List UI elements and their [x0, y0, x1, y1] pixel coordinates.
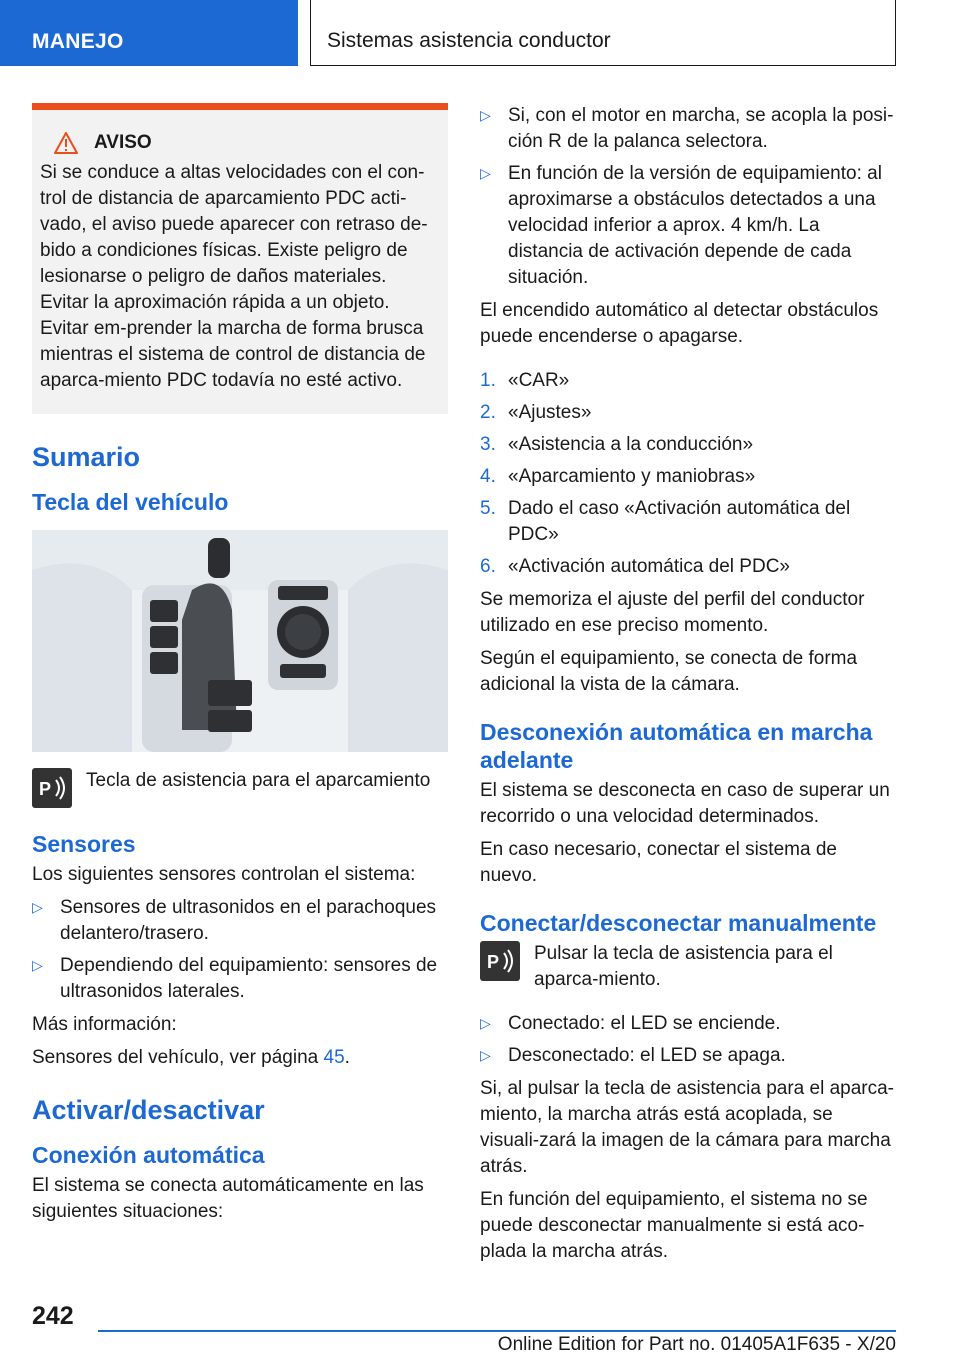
list-item: ▷ Sensores de ultrasonidos en el parachoques delantero/trasero.	[32, 895, 448, 947]
section-tab: MANEJO	[0, 0, 298, 66]
list-item: ▷ Si, con el motor en marcha, se acopla la posi-ción R de la palanca selectora.	[480, 103, 896, 155]
park-assist-button-icon	[480, 941, 520, 981]
conectar-nuevo-text: En caso necesario, conectar el sistema de nuevo.	[480, 839, 837, 886]
console-illustration	[32, 530, 448, 752]
right-column	[480, 103, 896, 1272]
conexion-text: El sistema se conecta automáticamente en las siguientes situaciones:	[32, 1175, 424, 1222]
button-caption: Tecla de asistencia para el aparcamiento	[86, 770, 431, 791]
sensores-list	[32, 895, 448, 1005]
list-item: 3. «Asistencia a la conducción»	[480, 434, 754, 455]
pulsar-text: Pulsar la tecla de asistencia para el aparca-miento.	[534, 943, 833, 990]
heading-conexion: Conexión automática	[32, 1142, 265, 1168]
warning-text: Si se conduce a altas velocidades con el con-trol de distancia de aparcamiento PDC acti-vado, el aviso puede aparecer con retraso de-bido a condiciones físicas. Existe peligro de lesionarse o peligro de daños materiales. Evitar la aproximación rápida a un objeto. Evitar em-prender la marcha de forma brusca mientras el sistema de control de distancia de aparca-miento PDC todavía no esté activo.	[40, 162, 428, 391]
footer-divider	[98, 1330, 896, 1332]
segun-text: Según el equipamiento, se conecta de forma adicional la vista de la cámara.	[480, 648, 858, 695]
heading-activar: Activar/desactivar	[32, 1095, 265, 1125]
marcha-atras-text: Si, al pulsar la tecla de asistencia para el aparca-miento, la marcha atrás está acoplada, se visuali-zará la imagen de la cámara para marcha atrás.	[480, 1078, 895, 1177]
page-header	[0, 0, 960, 66]
list-item: ▷ Dependiendo del equipamiento: sensores de ultrasonidos laterales.	[32, 953, 448, 1005]
svg-text:P: P	[487, 952, 500, 972]
mas-info: Más información:	[32, 1014, 177, 1035]
list-item: 5. Dado el caso «Activación automática del PDC»	[480, 498, 851, 545]
park-assist-button-icon	[32, 768, 72, 808]
heading-tecla: Tecla del vehículo	[32, 489, 229, 515]
list-item: 6. «Activación automática del PDC»	[480, 556, 790, 577]
warning-title: AVISO	[40, 132, 438, 154]
encendido-text: El encendido automático al detectar obstáculos puede encenderse o apagarse.	[480, 300, 879, 347]
list-item: ▷ Conectado: el LED se enciende.	[480, 1011, 896, 1037]
page-link[interactable]: 45	[323, 1047, 345, 1068]
left-column	[32, 103, 448, 1232]
memoriza-text: Se memoriza el ajuste del perfil del conductor utilizado en ese preciso momento.	[480, 589, 865, 636]
button-caption-row	[32, 768, 448, 808]
svg-text:P: P	[39, 779, 52, 799]
page-reference: Sensores del vehículo, ver página 45.	[32, 1047, 350, 1068]
warning-box	[32, 103, 448, 414]
heading-sensores: Sensores	[32, 831, 136, 857]
list-item: 2. «Ajustes»	[480, 402, 592, 423]
heading-sumario: Sumario	[32, 442, 141, 472]
center-console-photo	[32, 530, 448, 752]
sensores-intro: Los siguientes sensores controlan el sistema:	[32, 864, 416, 885]
footer-edition: Online Edition for Part no. 01405A1F635 - X/20	[497, 1334, 896, 1355]
heading-desconexion: Desconexión automática en marcha adelante	[480, 719, 873, 773]
auto-conditions-list	[480, 103, 896, 291]
list-item: ▷ Desconectado: el LED se apaga.	[480, 1043, 896, 1069]
desconecta-text: El sistema se desconecta en caso de superar un recorrido o una velocidad determinados.	[480, 780, 890, 827]
pulsar-row	[480, 941, 896, 993]
page-number: 242	[32, 1302, 74, 1330]
manual-states-list	[480, 1011, 896, 1069]
list-item: 1. «CAR»	[480, 370, 570, 391]
chapter-title: Sistemas asistencia conductor	[310, 0, 896, 66]
no-desconectar-text: En función del equipamiento, el sistema no se puede desconectar manualmente si está aco-plada la marcha atrás.	[480, 1189, 868, 1262]
steps-list	[480, 368, 896, 580]
list-item: 4. «Aparcamiento y maniobras»	[480, 466, 756, 487]
heading-manual: Conectar/desconectar manualmente	[480, 910, 877, 936]
list-item: ▷ En función de la versión de equipamiento: al aproximarse a obstáculos detectados a una velocidad inferior a aprox. 4 km/h. La distancia de activación depende de cada situación.	[480, 161, 896, 291]
warning-triangle-icon	[54, 132, 78, 154]
